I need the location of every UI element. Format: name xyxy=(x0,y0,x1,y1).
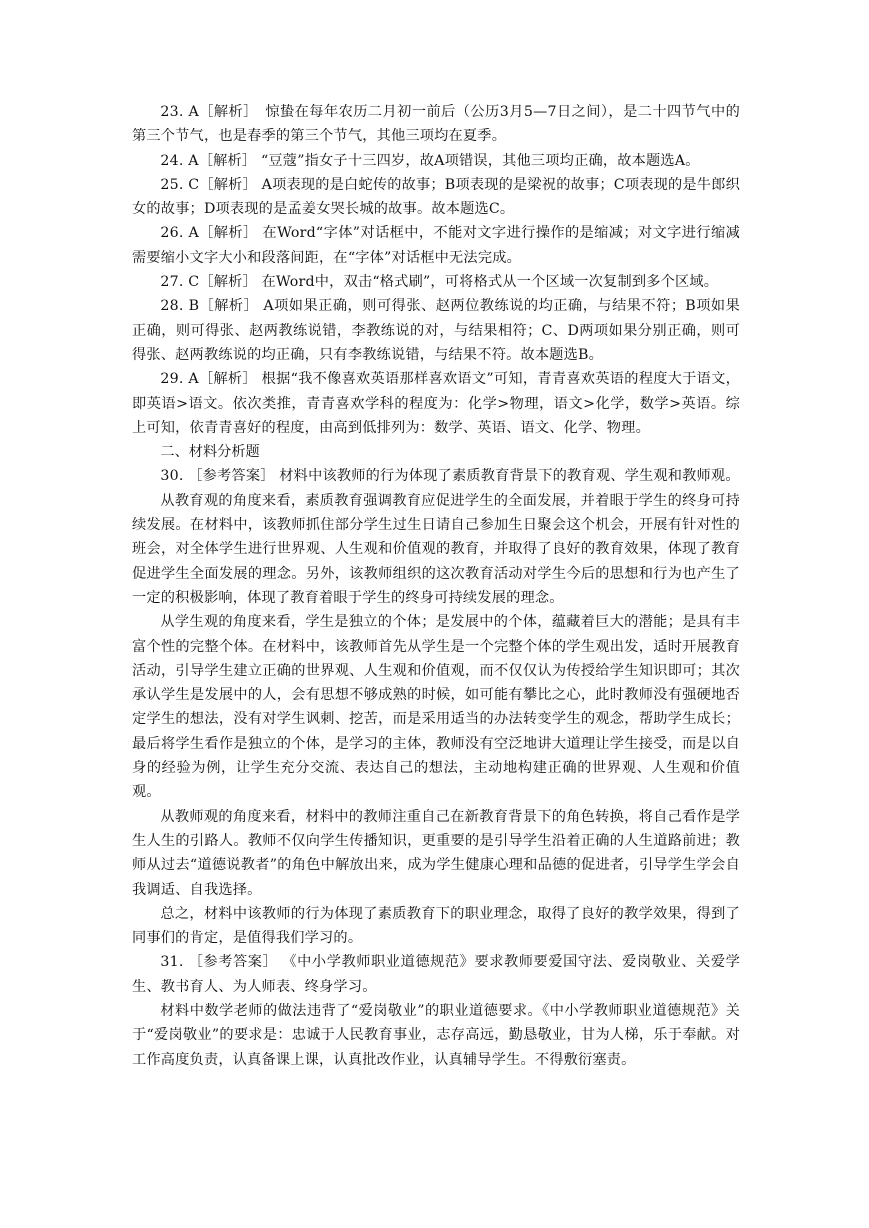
section-heading-material-analysis: 二、材料分析题 xyxy=(160,444,260,461)
answer-30-student-view: 从学生观的角度来看，学生是独立的个体；是发展中的个体，蕴藏着巨大的潜能；是具有丰富个性的完整个体。在材料中，该教师首先从学生是一个完整个体的学生观出发，适时开展教育活动，引导学生建立正确的世界观、人生观和价值观，而不仅仅认为传授给学生知识即可；其次承认学生是发展中的人，会有思想不够成熟的时候，如可能有攀比之心，此时教师没有强硬地否定学生的想法，没有对学生讽刺、挖苦，而是采用适当的办法转变学生的观念，帮助学生成长；最后将学生看作是独立的个体，是学习的主体，教师没有空泛地讲大道理让学生接受，而是以自身的经验为例，让学生充分交流、表达自己的想法，主动地构建正确的世界观、人生观和价值观。 xyxy=(132,614,740,801)
answer-25: 25. C［解析］ A项表现的是白蛇传的故事；B项表现的是梁祝的故事；C项表现的是牛郎织女的故事；D项表现的是孟姜女哭长城的故事。故本题选C。 xyxy=(132,176,740,218)
answer-31-summary: 31. ［参考答案］ 《中小学教师职业道德规范》要求教师要爱国守法、爱岗敬业、关爱学生、教书育人、为人师表、终身学习。 xyxy=(132,954,740,995)
answer-30-education-view: 从教育观的角度来看，素质教育强调教育应促进学生的全面发展，并着眼于学生的终身可持续发展。在材料中，该教师抓住部分学生过生日请自己参加生日聚会这个机会，开展有针对性的班会，对全体学生进行世界观、人生观和价值观的教育，并取得了良好的教育效果，体现了教育促进学生全面发展的理念。另外，该教师组织的这次教育活动对学生今后的思想和行为也产生了一定的积极影响，体现了教育着眼于学生的终身可持续发展的理念。 xyxy=(132,492,740,606)
answer-23: 23. A［解析］ 惊蛰在每年农历二月初一前后（公历3月5—7日之间），是二十四节气中的第三个节气，也是春季的第三个节气，其他三项均在夏季。 xyxy=(132,104,740,145)
answer-24: 24. A［解析］ “豆蔻”指女子十三四岁，故A项错误，其他三项均正确，故本题选A。 xyxy=(160,152,700,169)
document-page xyxy=(132,100,740,1072)
answer-30-teacher-view: 从教师观的角度来看，材料中的教师注重自己在新教育背景下的角色转换，将自己看作是学生人生的引路人。教师不仅向学生传播知识，更重要的是引导学生沿着正确的人生道路前进；教师从过去“道德说教者”的角色中解放出来，成为学生健康心理和品德的促进者，引导学生学会自我调适、自我选择。 xyxy=(132,808,740,898)
answer-27: 27. C［解析］ 在Word中，双击“格式刷”，可将格式从一个区域一次复制到多个区域。 xyxy=(160,274,719,291)
answer-29: 29. A［解析］ 根据“我不像喜欢英语那样喜欢语文”可知，青青喜欢英语的程度大于语文，即英语>语文。依次类推，青青喜欢学科的程度为：化学>物理，语文>化学，数学>英语。综上可知，依青青喜好的程度，由高到低排列为：数学、英语、语文、化学、物理。 xyxy=(132,371,740,436)
answer-28: 28. B［解析］ A项如果正确，则可得张、赵两位教练说的均正确，与结果不符；B项如果正确，则可得张、赵两教练说错，李教练说的对，与结果相符；C、D两项如果分别正确，则可得张、赵两教练说的均正确，只有李教练说错，与结果不符。故本题选B。 xyxy=(132,298,740,363)
answer-31-analysis: 材料中数学老师的做法违背了“爱岗敬业”的职业道德要求。《中小学教师职业道德规范》关于“爱岗敬业”的要求是：忠诚于人民教育事业，志存高远，勤恳敬业，甘为人梯，乐于奉献。对工作高度负责，认真备课上课，认真批改作业，认真辅导学生。不得敷衍塞责。 xyxy=(132,1002,740,1068)
answer-30-conclusion: 总之，材料中该教师的行为体现了素质教育下的职业理念，取得了良好的教学效果，得到了同事们的肯定，是值得我们学习的。 xyxy=(132,905,740,947)
answer-30-summary: 30. ［参考答案］ 材料中该教师的行为体现了素质教育背景下的教育观、学生观和教师观。 xyxy=(160,468,740,485)
answer-26: 26. A［解析］ 在Word“字体”对话框中，不能对文字进行操作的是缩减；对文字进行缩减需要缩小文字大小和段落间距，在“字体”对话框中无法完成。 xyxy=(132,225,740,266)
